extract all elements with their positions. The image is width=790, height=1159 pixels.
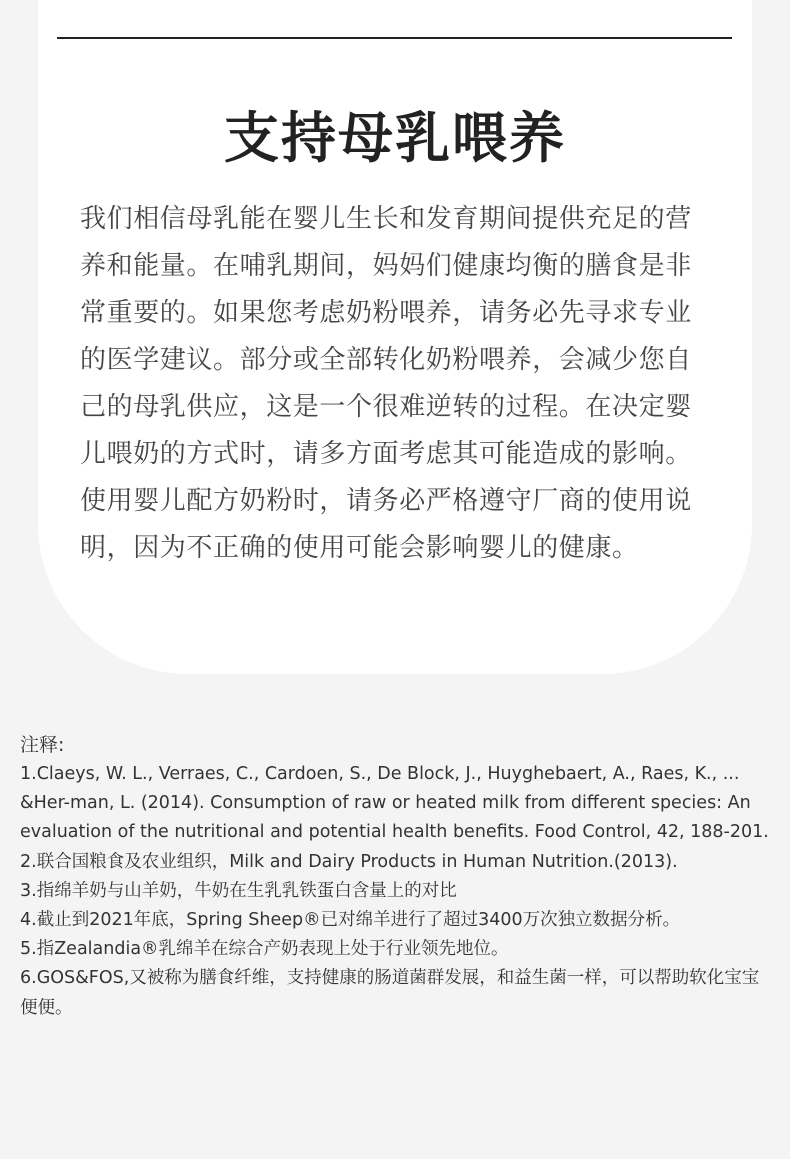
section-title: 支持母乳喂养 — [223, 106, 566, 170]
note-item-1: 1.Claeys, W. L., Verraes, C., Cardoen, S., De Block, J., Huyghebaert, A., Raes, K., ... &Her-man, L. (2014). Consumption of raw or heated milk from different species: An evaluation of the nutritional and potential health benefits. Food Control, 42, 188-201. — [20, 764, 769, 843]
note-item-6: 6.GOS&FOS,又被称为膳食纤维，支持健康的肠道菌群发展，和益生菌一样，可以帮助软化宝宝便便。 — [20, 968, 760, 1018]
section-body-text: 我们相信母乳能在婴儿生长和发育期间提供充足的营养和能量。在哺乳期间，妈妈们健康均衡的膳食是非常重要的。如果您考虑奶粉喂养，请务必先寻求专业的医学建议。部分或全部转化奶粉喂养，会减少您自己的母乳供应，这是一个很难逆转的过程。在决定婴儿喂奶的方式时，请多方面考虑其可能造成的影响。使用婴儿配方奶粉时，请务必严格遵守厂商的使用说明，因为不正确的使用可能会影响婴儿的健康。 — [80, 204, 692, 563]
notes-heading: 注释: — [20, 734, 65, 756]
note-item-3: 3.指绵羊奶与山羊奶，牛奶在生乳乳铁蛋白含量上的对比 — [20, 880, 457, 901]
section-divider — [57, 37, 732, 39]
notes-list — [20, 760, 770, 1023]
note-item-2: 2.联合国粮食及农业组织，Milk and Dairy Products in Human Nutrition.(2013). — [20, 851, 678, 872]
note-item-4: 4.截止到2021年底，Spring Sheep®已对绵羊进行了超过3400万次独立数据分析。 — [20, 910, 681, 931]
notes-section — [20, 731, 770, 1023]
note-item-5: 5.指Zealandia®乳绵羊在综合产奶表现上处于行业领先地位。 — [20, 939, 509, 960]
